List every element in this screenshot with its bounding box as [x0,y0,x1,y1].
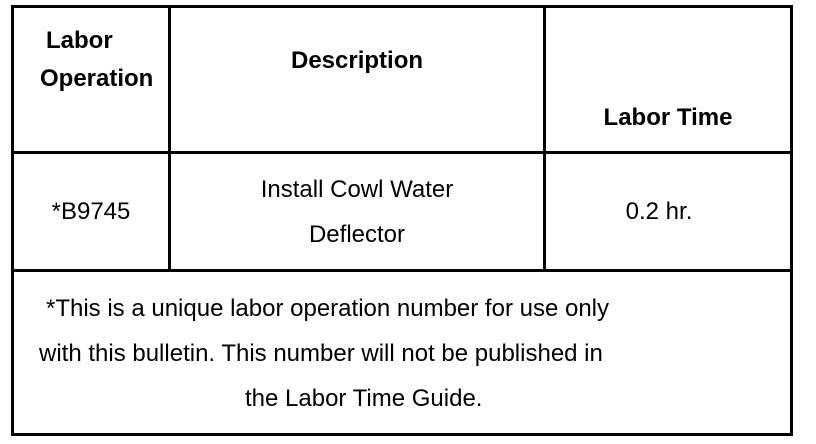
footnote-line2: with this bulletin. This number will not be published in [39,340,603,367]
header-labor-time: Labor Time [603,104,733,131]
cell-description-line2: Deflector [308,221,406,248]
header-labor-operation-line1: Labor [46,27,113,54]
table-divider-row [11,269,793,272]
footnote-line3: the Labor Time Guide. [245,385,483,412]
cell-labor-time: 0.2 hr. [625,198,693,225]
table-border-bottom [11,433,793,436]
header-description: Description [290,47,424,74]
table-divider-header [11,151,793,154]
cell-labor-operation: *B9745 [51,198,131,225]
footnote-line1: *This is a unique labor operation number for use only [46,295,609,322]
table-border-right [790,5,793,436]
cell-description-line1: Install Cowl Water [260,176,454,203]
table-border-top [11,5,793,8]
header-labor-operation-line2: Operation [40,65,154,92]
